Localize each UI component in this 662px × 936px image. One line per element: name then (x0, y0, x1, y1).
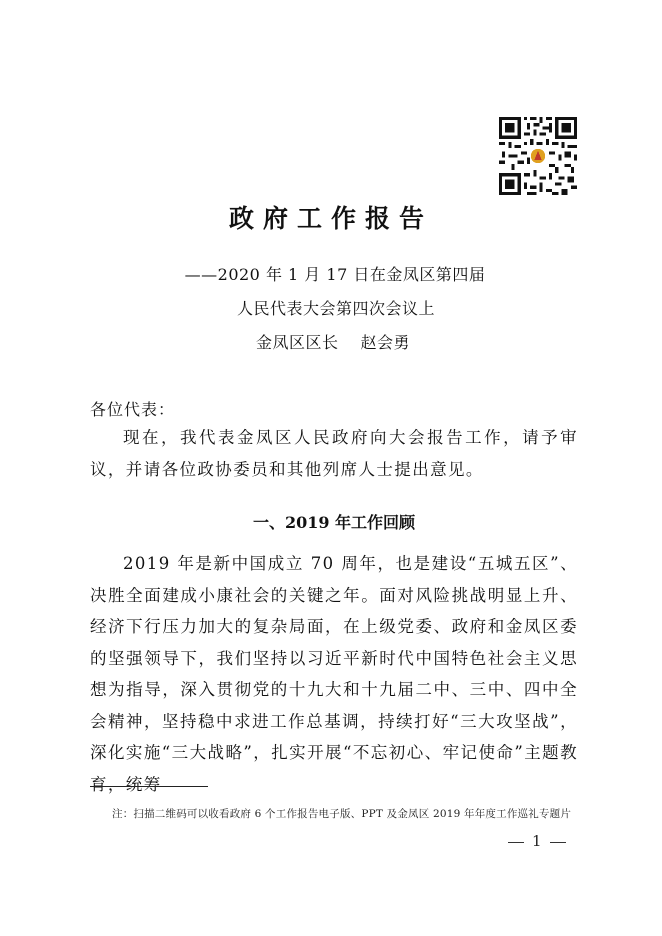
subtitle-meeting-line: 人民代表大会第四次会议上 (236, 299, 435, 318)
qr-code-icon (498, 117, 578, 195)
speaker-line (0, 330, 662, 353)
section-heading: 一、2019 年工作回顾 (252, 513, 416, 532)
footnote: 注：扫描二维码可以收看政府 6 个工作报告电子版、PPT 及金凤区 2019 年年度工作巡礼专题片 (112, 808, 572, 820)
salutation: 各位代表： (90, 400, 176, 419)
document-title: 政府工作报告 (228, 204, 433, 233)
paragraph-review: 2019 年是新中国成立 70 周年，也是建设“五城五区”、决胜全面建成小康社会的关键之年。面对风险挑战明显上升、经济下行压力加大的复杂局面，在上级党委、政府和金凤区委的坚强领导下，我们坚持以习近平新时代中国特色社会主义思想为指导，深入贯彻党的十九大和十九届二中、三中、四中全会精神，坚持稳中求进工作总基调，持续打好“三大攻坚战”，深化实施“三大战略”，扎实开展“不忘初心、牢记使命”主题教育，统筹 (90, 554, 578, 794)
paragraph-intro: 现在，我代表金凤区人民政府向大会报告工作，请予审议，并请各位政协委员和其他列席人士提出意见。 (90, 428, 578, 479)
page-dash-right (550, 842, 566, 843)
page-dash-left (508, 842, 524, 843)
subtitle-date-line: ——2020 年 1 月 17 日在金凤区第四届 (184, 265, 486, 284)
speaker-title: 金凤区区长 (255, 333, 339, 352)
page-number-value: 1 (532, 832, 542, 850)
footnote-divider (90, 786, 208, 787)
page-number (500, 832, 574, 850)
speaker-name: 赵会勇 (360, 333, 411, 352)
